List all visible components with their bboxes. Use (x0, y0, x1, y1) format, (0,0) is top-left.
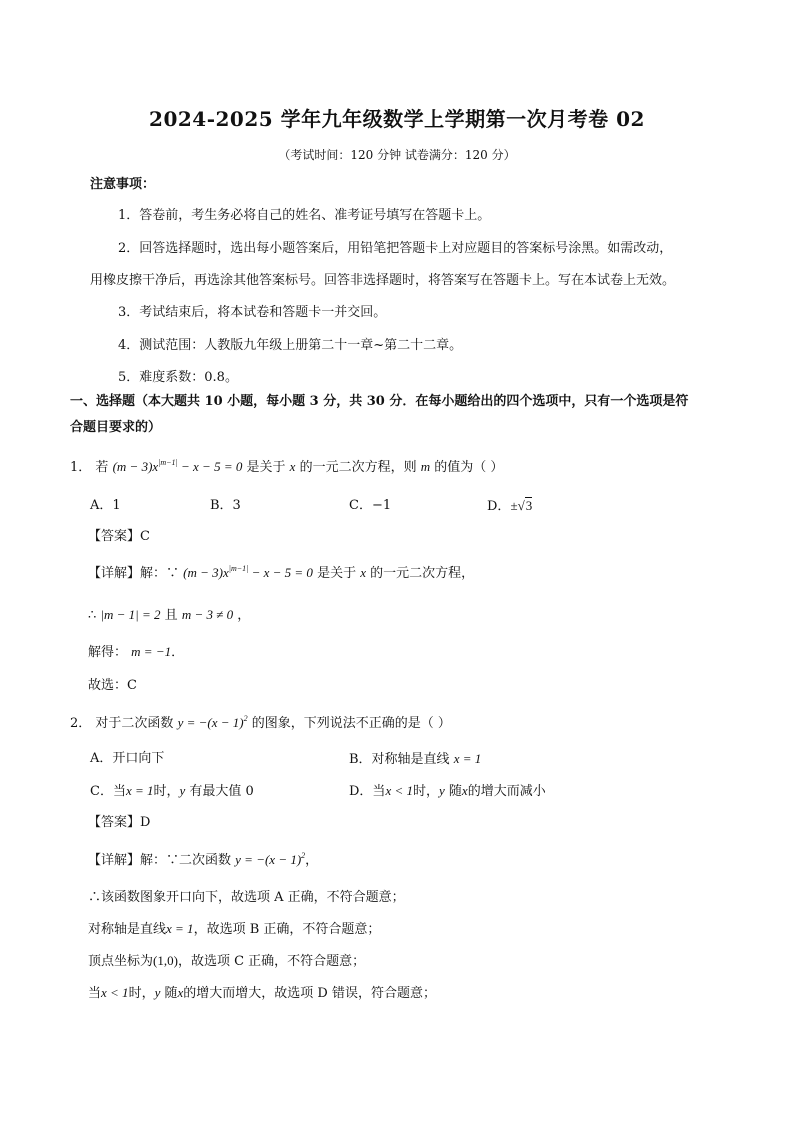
q1-explanation-1: 【详解】解：∵ $(m - 3)x^{|m-1|} - x - 5 = 0$ 是关于 x 的一元二次方程， (88, 564, 475, 581)
exam-title: 2024-2025 学年九年级数学上学期第一次月考卷 02 (149, 107, 645, 131)
q2-explanation-2: ∴该函数图象开口向下，故选项 A 正确，不符合题意； (88, 890, 405, 905)
note-3: 3．考试结束后，将本试卷和答题卡一并交回。 (118, 305, 387, 320)
notes-heading: 注意事项： (90, 177, 156, 192)
q2-option-a: A．开口向下 (90, 751, 165, 766)
q1-option-a: A．1 (90, 498, 121, 513)
q1-number: 1． (70, 460, 92, 475)
q1-option-b: B．3 (210, 498, 241, 513)
q1-solve: 解得： m = −1． (88, 644, 185, 660)
q1-mid: 是关于 (246, 460, 286, 475)
question-2: 2． 对于二次函数 $y = -(x - 1)^2$ 的图象，下列说法不正确的是（ ） (70, 714, 451, 731)
note-5: 5．难度系数：0.8。 (118, 370, 238, 385)
q2-answer: 【答案】D (88, 815, 151, 830)
q1-answer: 【答案】C (88, 529, 150, 544)
q1-explanation-2: ∴ |m − 1| = 2 且 m − 3 ≠ 0 ， (88, 607, 251, 623)
q2-explanation-4: 顶点坐标为(1,0)，故选项 C 正确，不符合题意； (88, 953, 366, 969)
q2-option-c: C．当x = 1时，y 有最大值 0 (90, 783, 254, 799)
q1-option-c: C．−1 (349, 498, 392, 513)
note-2-continued: 用橡皮擦干净后，再选涂其他答案标号。回答非选择题时，将答案写在答题卡上。写在本试卷上无效。 (90, 273, 676, 288)
q1-suffix: 的值为（ ） (434, 460, 504, 475)
q1-option-d: D．±√3 (487, 498, 533, 514)
note-2: 2．回答选择题时，选出每小题答案后，用铅笔把答题卡上对应题目的答案标号涂黑。如需改动， (118, 241, 673, 256)
section-heading-line-1: 一、选择题（本大题共 10 小题，每小题 3 分，共 30 分．在每小题给出的四个选项中，只有一个选项是符 (70, 394, 689, 409)
q2-explanation-5: 当x < 1时，y 随x的增大而增大，故选项 D 错误，符合题意； (88, 985, 436, 1001)
q1-prefix: 若 (95, 460, 109, 475)
q2-option-b: B．对称轴是直线 x = 1 (349, 751, 482, 767)
question-1: 1． 若 $(m - 3)x^{|m-1|} - x - 5 = 0$ 是关于 x 的一元二次方程，则 m 的值为（ ） (70, 458, 504, 475)
note-4: 4．测试范围：人教版九年级上册第二十一章~第二十二章。 (118, 338, 463, 353)
q1-equation: $(m - 3)x^{|m-1|} - x - 5 = 0$ (112, 458, 243, 474)
q1-mid2: 的一元二次方程，则 (299, 460, 417, 475)
q1-choose: 故选：C (88, 678, 137, 693)
q2-explanation-3: 对称轴是直线x = 1，故选项 B 正确，不符合题意； (88, 921, 381, 937)
exam-subtitle: （考试时间：120 分钟 试卷满分：120 分） (278, 148, 516, 162)
note-1: 1．答卷前，考生务必将自己的姓名、准考证号填写在答题卡上。 (118, 208, 491, 223)
section-heading-line-2: 合题目要求的） (70, 420, 162, 435)
q2-explanation-1: 【详解】解：∵二次函数 $y = -(x - 1)^2$， (88, 851, 319, 868)
q2-option-d: D．当x < 1时，y 随x的增大而减小 (349, 783, 546, 799)
